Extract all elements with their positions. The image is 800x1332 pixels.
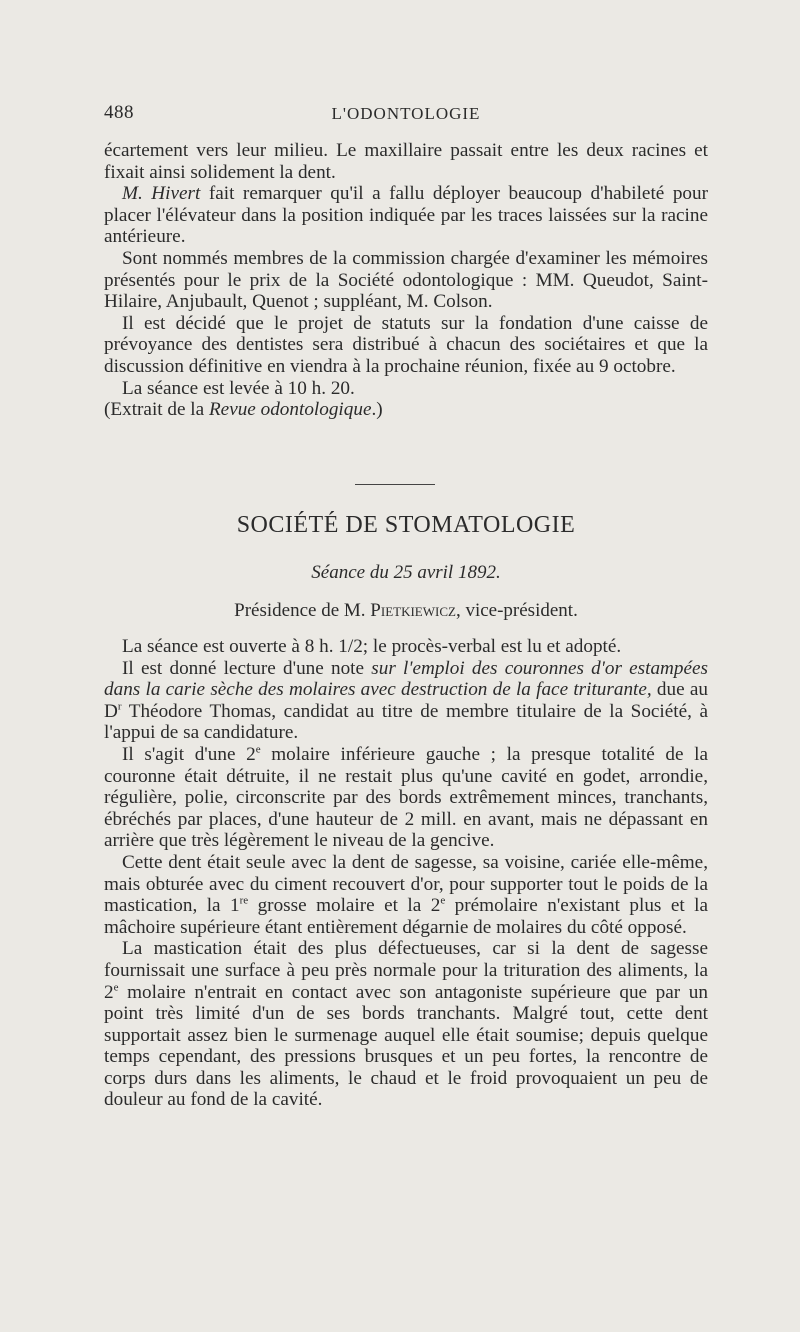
paragraph	[104, 938, 708, 1111]
paragraph-text: grosse molaire et la 2	[248, 895, 441, 917]
section-divider	[355, 484, 435, 485]
paragraph	[104, 744, 708, 852]
paragraph-text: due au D	[104, 679, 708, 722]
note-title: sur l'emploi des couronnes d'or estampées dans la carie sèche des molaires avec destruction de la face triturante,	[104, 657, 708, 701]
paragraph-text: molaire inférieure gauche ; la presque totalité de la couronne était détruite, il ne restait plus qu'une cavité en godet, arrondie, régulière, polie, circonscrite par des bords extrêmement minces, tranchants, ébréchés par places, d'une hauteur de 2 mill. en avant, mais ne dépassant en arrière que très légèrement le niveau de la gencive.	[104, 743, 708, 852]
speaker-name: M. Hivert	[122, 183, 201, 205]
paragraph	[104, 183, 708, 248]
credit-journal: Revue odontologique	[208, 399, 372, 421]
paragraph-text: Théodore Thomas, candidat au titre de membre titulaire de la Société, à l'appui de sa candidature.	[104, 700, 708, 744]
paragraph	[104, 852, 708, 938]
paragraph	[104, 658, 708, 744]
superscript: r	[117, 700, 122, 713]
paragraph: écartement vers leur milieu. Le maxillaire passait entre les deux racines et fixait ainsi solidement la dent.	[104, 140, 708, 183]
section-body	[104, 636, 708, 1111]
presidency-text: , vice-président.	[455, 600, 578, 621]
credit-text: (Extrait de la	[104, 399, 209, 421]
paragraph: Il est décidé que le projet de statuts sur la fondation d'une caisse de prévoyance des dentistes sera distribué à chacun des sociétaires et que la discussion définitive en viendra à la prochaine réunion, fixée au 9 octobre.	[104, 312, 708, 377]
paragraph-text: La mastication était des plus défectueuses, car si la dent de sagesse fournissait une surface à peu près normale pour la trituration des aliments, la 2	[104, 938, 708, 1003]
source-credit	[104, 399, 708, 421]
superscript: e	[113, 981, 119, 994]
president-name: Pietkiewicz	[370, 600, 456, 621]
paragraph-text: prémolaire n'existant plus et la mâchoire supérieure étant entièrement dégarnie de molaires du côté opposé.	[104, 895, 708, 938]
paragraph-text: molaire n'entrait en contact avec son antagoniste supérieure que par un point très limité d'un de ses bords tranchants. Malgré tout, cette dent supportait assez bien le surmenage auquel elle était soumise; depuis quelque temps cependant, des pressions brusques et un peu fortes, la rencontre de corps durs dans les aliments, le chaud et le froid provoquaient un peu de douleur au fond de la cavité.	[104, 981, 708, 1111]
presidency-line	[104, 600, 708, 622]
credit-text: .)	[371, 399, 383, 421]
presidency-text: Présidence de M.	[234, 600, 371, 621]
session-date: Séance du 25 avril 1892.	[311, 562, 501, 583]
paragraph-text: Cette dent était seule avec la dent de sagesse, sa voisine, cariée elle-même, mais obturée avec du ciment recouvert d'or, pour supporter tout le poids de la mastication, la 1	[104, 851, 708, 917]
previous-section-text	[104, 140, 708, 421]
paragraph: La séance est levée à 10 h. 20.	[122, 377, 355, 399]
superscript: re	[239, 894, 249, 907]
section-title: SOCIÉTÉ DE STOMATOLOGIE	[236, 512, 576, 538]
running-title: L'ODONTOLOGIE	[331, 104, 481, 123]
paragraph-text: Il est donné lecture d'une note	[122, 657, 372, 679]
page-number: 488	[104, 102, 134, 123]
paragraph-text: Il s'agit d'une 2	[122, 743, 256, 765]
paragraph: Sont nommés membres de la commission chargée d'examiner les mémoires présentés pour le prix de la Société odontologique : MM. Queudot, Saint-Hilaire, Anjubault, Quenot ; suppléant, M. Colson.	[104, 247, 708, 313]
paragraph: La séance est ouverte à 8 h. 1/2; le procès-verbal est lu et adopté.	[122, 636, 622, 657]
paragraph-text: fait remarquer qu'il a fallu déployer beaucoup d'habileté pour placer l'élévateur dans la position indiquée par les traces laissées sur la racine antérieure.	[104, 183, 708, 248]
superscript: e	[255, 743, 261, 756]
superscript: e	[440, 894, 446, 907]
